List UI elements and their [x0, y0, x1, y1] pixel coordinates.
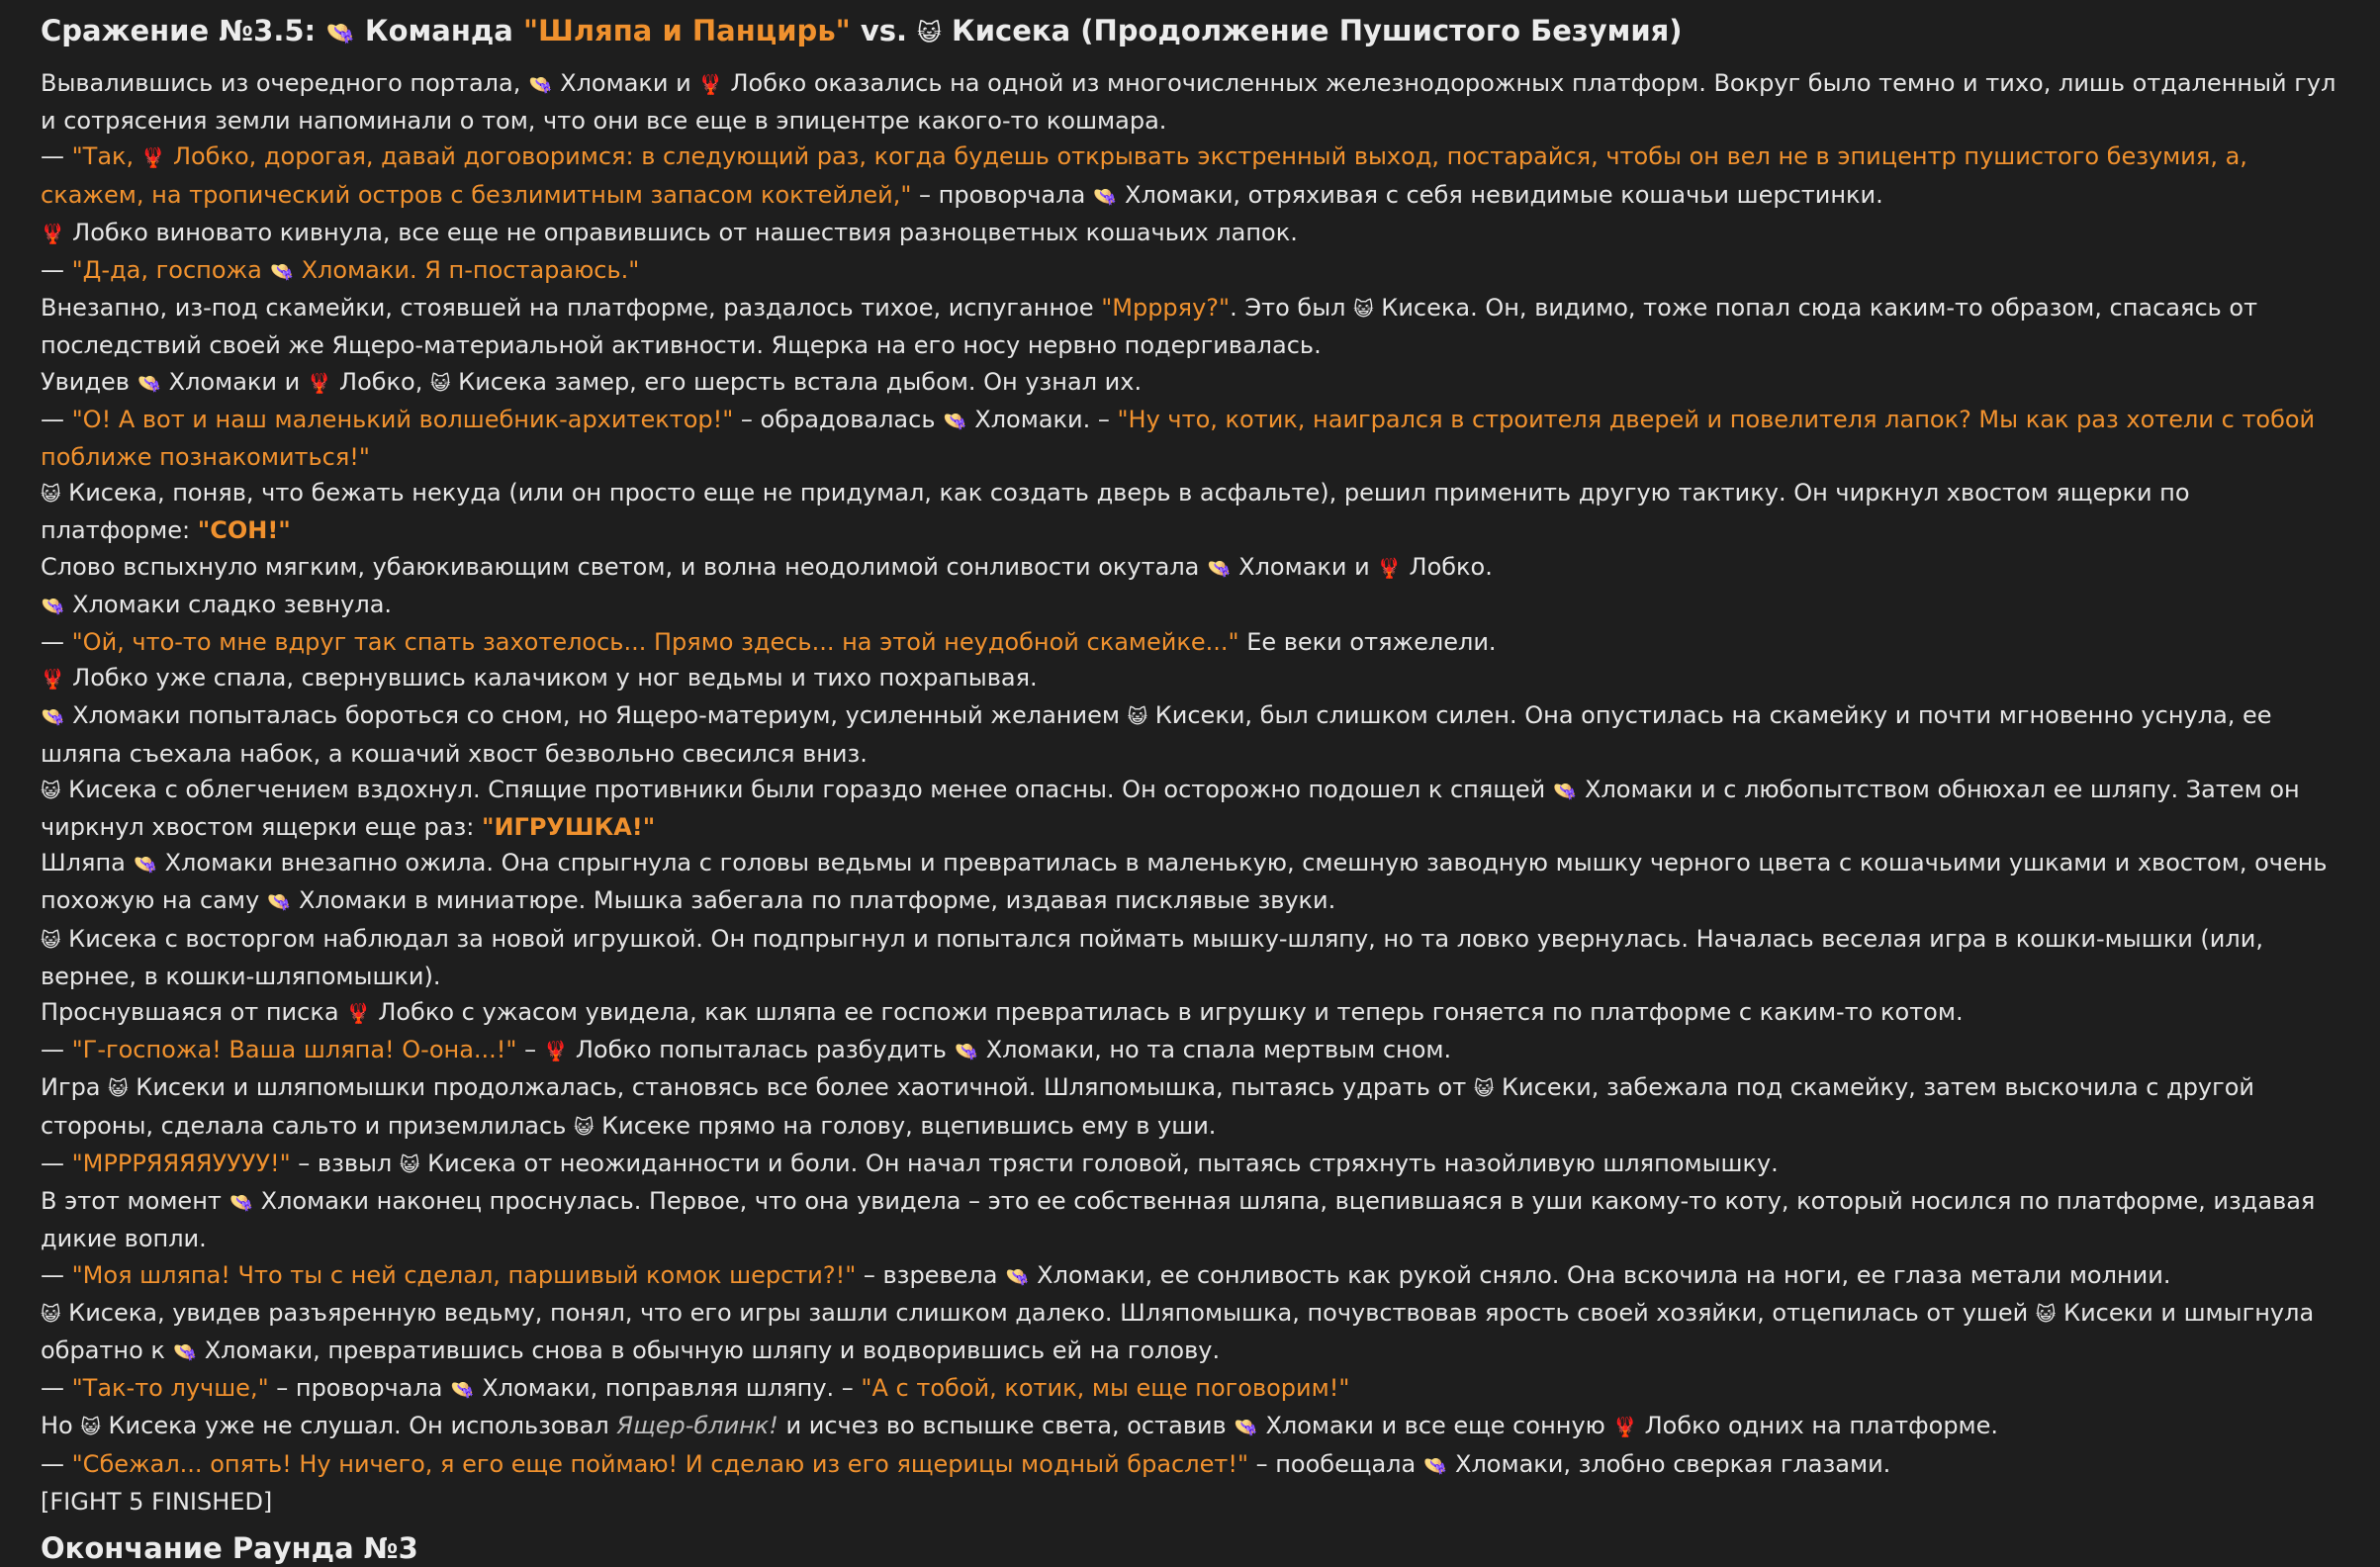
- text-run: от неожиданности и боли. Он начал трясти головой, пытаясь стряхнуть назойливую шляпомышку.: [515, 1149, 1779, 1177]
- text-run: В этот момент: [41, 1187, 229, 1216]
- name-kiseka: Кисека: [68, 479, 157, 507]
- hat-icon: 👒: [527, 73, 553, 96]
- text-run: и: [277, 367, 308, 396]
- cat-icon: 😺: [1127, 705, 1148, 729]
- story-paragraph: [41, 475, 2346, 548]
- lobster-icon: 🦞: [41, 222, 65, 245]
- name-kiseka: Кисека: [458, 367, 547, 396]
- story-paragraph: [41, 1032, 2346, 1069]
- fight-title: [41, 12, 2346, 51]
- next-section-title: Окончание Раунда №3: [41, 1530, 418, 1565]
- story-paragraph: [41, 252, 2346, 290]
- text-run: одних на платформе.: [1720, 1412, 1999, 1440]
- dash: —: [41, 628, 72, 657]
- text-run: уже не слушал. Он использовал: [197, 1412, 617, 1440]
- story-paragraph: [41, 845, 2346, 920]
- quote: "А с тобой, котик, мы еще поговорим!": [861, 1374, 1350, 1403]
- story-paragraph: [41, 1183, 2346, 1256]
- text-run: . Это был: [1230, 294, 1354, 323]
- name-hlomaki: Хломаки: [1455, 1449, 1564, 1478]
- quote: [72, 256, 640, 284]
- quote: "Ну что, котик, наигрался в строителя дверей и повелителя лапок? Мы как раз хотели с тобой поближе познакомиться!": [41, 405, 2316, 472]
- text-run: и шляпомышки продолжалась, становясь все более хаотичной. Шляпомышка, пытаясь удрать от: [226, 1073, 1474, 1102]
- name-hlomaki: Хломаки: [168, 367, 278, 396]
- text-run: , был слишком силен. Она опустилась на скамейку и почти мгновенно уснула, ее шляпа съехала набок, а кошачий хвост безвольно свесился вниз.: [41, 701, 2272, 768]
- dash: —: [41, 1260, 72, 1289]
- name-hlomaki: Хломаки: [301, 256, 410, 285]
- text-run: Шляпа: [41, 849, 134, 877]
- quote: "Моя шляпа! Что ты с ней сделал, паршивый комок шерсти?!": [71, 1260, 857, 1289]
- hat-icon: 👒: [172, 1339, 198, 1363]
- cat-icon: 😺: [41, 779, 61, 802]
- dash: —: [41, 1036, 72, 1064]
- fight-finished-marker: [41, 1484, 2346, 1520]
- text-run: – пообещала: [1247, 1449, 1423, 1478]
- story-paragraph: [41, 921, 2346, 994]
- hat-icon: 👒: [450, 1378, 475, 1402]
- text-run: и: [668, 69, 699, 97]
- text-run: с восторгом наблюдал за новой игрушкой. Он подпрыгнул и попытался поймать мышку-шляпу, но та ловко увернулась. Началась веселая игра в кошки-мышки (или, вернее, в кошки-шляпомышки).: [41, 924, 2263, 990]
- text-run: Проснувшаяся от писка: [41, 998, 347, 1027]
- text-run: и шмыгнула обратно к: [41, 1298, 2315, 1364]
- story-paragraph: [41, 1257, 2346, 1295]
- quote: "МРРРЯЯЯЯУУУУ!": [71, 1149, 291, 1177]
- dash: —: [41, 1449, 72, 1478]
- text-run: и: [1346, 552, 1378, 581]
- quote: "Сбежал... опять! Ну ничего, я его еще поймаю! И сделаю из его ящерицы модный браслет!": [71, 1449, 1248, 1478]
- quote: "О! А вот и наш маленький волшебник-архитектор!": [71, 405, 734, 433]
- hat-icon: 👒: [41, 705, 65, 729]
- story-paragraph: [41, 549, 2346, 587]
- quote-text: "Так,: [71, 142, 141, 171]
- lobster-icon: 🦞: [307, 371, 332, 395]
- text-run: , поправляя шляпу. –: [590, 1374, 862, 1403]
- dash: —: [41, 142, 72, 171]
- hat-icon: 👒: [41, 594, 65, 617]
- story-paragraph: [41, 1408, 2346, 1445]
- text-run: ,: [414, 367, 430, 396]
- hat-icon: 👒: [1207, 556, 1232, 580]
- story-text: [41, 65, 2346, 1520]
- name-hlomaki: Хломаки: [974, 405, 1083, 433]
- text-run: – взвыл: [290, 1149, 400, 1177]
- name-lobko: Лобко: [339, 367, 415, 396]
- team-label: Команда: [364, 14, 523, 47]
- text-run: с ужасом увидела, как шляпа ее госпожи превратилась в игрушку и теперь гоняется по платформе с каким-то котом.: [454, 998, 1964, 1027]
- lobster-icon: 🦞: [346, 1002, 371, 1026]
- text-run: сладко зевнула.: [180, 590, 393, 618]
- name-kiseki: Кисеки: [2063, 1298, 2153, 1327]
- hat-icon: 👒: [137, 371, 161, 395]
- text-run: уже спала, свернувшись калачиком у ног ведьмы и тихо похрапывая.: [147, 664, 1038, 692]
- text-run: – обрадовалась: [733, 405, 944, 433]
- name-lobko: Лобко: [1409, 552, 1486, 581]
- hat-icon: 👒: [1092, 184, 1118, 208]
- lobster-icon: 🦞: [41, 668, 65, 691]
- text-run: и все еще сонную: [1373, 1412, 1613, 1440]
- story-paragraph: [41, 994, 2346, 1032]
- cat-icon: 😺: [108, 1077, 129, 1101]
- lobster-icon: 🦞: [1377, 556, 1402, 580]
- name-lobko: Лобко: [378, 998, 455, 1027]
- text-run: , превратившись снова в обычную шляпу и водворившись ей на голову.: [313, 1336, 1221, 1364]
- spell-word: "СОН!": [197, 516, 291, 545]
- lobster-icon: 🦞: [140, 146, 166, 170]
- story-paragraph: [41, 402, 2346, 475]
- text-run: – проворчала: [911, 180, 1093, 209]
- name-lobko: Лобко: [575, 1036, 652, 1064]
- lobster-icon: 🦞: [543, 1040, 569, 1063]
- name-hlomaki: Хломаки: [164, 849, 273, 877]
- name-hlomaki: Хломаки: [1037, 1260, 1145, 1289]
- cat-icon: 😺: [41, 1302, 61, 1326]
- cat-icon: 😺: [80, 1416, 101, 1439]
- text-run: , поняв, что бежать некуда (или он просто еще не придумал, как создать дверь в асфальте), решил применить другую тактику. Он чиркнул хвостом ящерки по платформе:: [41, 479, 2190, 545]
- text-run: и исчез во вспышке света, оставив: [778, 1412, 1235, 1440]
- text-run: , увидев разъяренную ведьму, понял, что его игры зашли слишком далеко. Шляпомышка, почувствовав ярость своей хозяйки, отцепилась от ушей: [156, 1298, 2036, 1327]
- name-kiseka: Кисека: [68, 924, 157, 953]
- text-run: прямо на голову, вцепившись ему в уши.: [689, 1111, 1217, 1140]
- name-kiseki: Кисеки: [1154, 701, 1245, 730]
- text-run: Ее веки отяжелели.: [1238, 628, 1497, 657]
- story-paragraph: [41, 364, 2346, 402]
- cat-icon: 😺: [573, 1115, 595, 1139]
- text-run: виновато кивнула, все еще не оправившись от нашествия разноцветных кошачьих лапок.: [147, 218, 1298, 246]
- name-hlomaki: Хломаки: [260, 1187, 370, 1216]
- hat-icon: 👒: [954, 1040, 979, 1063]
- text-run: внезапно ожила. Она спрыгнула с головы ведьмы и превратилась в маленькую, смешную заводную мышку черного цвета с кошачьими ушками и хвостом, очень похожую на саму: [41, 849, 2328, 915]
- hat-icon: 👒: [1422, 1453, 1448, 1477]
- quote: "Так-то лучше,": [71, 1374, 269, 1403]
- quote-text: , дорогая, давай договоримся: в следующий раз, когда будешь открывать экстренный выход, постарайся, чтобы он вел не в эпицентр пушистого безумия, а, скажем, на тропический остров с безлимитным запасом коктейлей,": [41, 142, 2247, 209]
- hat-icon: 👒: [133, 853, 157, 876]
- name-kiseka: Кисека: [1381, 294, 1471, 323]
- text-run: Вывалившись из очередного портала,: [41, 69, 528, 97]
- hat-icon: 👒: [943, 409, 967, 432]
- spell-name: Ящер-блинк!: [616, 1412, 778, 1440]
- name-hlomaki: Хломаки: [72, 701, 181, 730]
- cat-icon: 😺: [1473, 1077, 1495, 1101]
- story-paragraph: [41, 587, 2346, 624]
- text-run: –: [516, 1036, 544, 1064]
- name-kiseka: Кисека: [427, 1149, 516, 1177]
- hat-icon: 👒: [1005, 1264, 1030, 1288]
- text-run: Игра: [41, 1073, 109, 1102]
- story-paragraph: [41, 1295, 2346, 1370]
- story-paragraph: [41, 1370, 2346, 1408]
- text-run: , злобно сверкая глазами.: [1563, 1449, 1891, 1478]
- quote: "Мррряу?": [1101, 294, 1231, 323]
- name-kiseki: Кисеки: [136, 1073, 226, 1102]
- story-paragraph: [41, 1069, 2346, 1145]
- name-hlomaki: Хломаки: [1585, 775, 1693, 803]
- hat-icon: 👒: [325, 19, 355, 46]
- fight-number: Сражение №3.5:: [41, 14, 326, 47]
- text-run: , но та спала мертвым сном.: [1094, 1036, 1452, 1064]
- cat-icon: 😺: [41, 483, 61, 507]
- vs-label: vs.: [850, 14, 918, 47]
- text-run: Но: [41, 1412, 81, 1440]
- name-kiseke: Кисеке: [601, 1111, 690, 1140]
- text-run: – взревела: [856, 1260, 1006, 1289]
- hat-icon: 👒: [269, 260, 294, 284]
- cat-icon: 😺: [2035, 1302, 2057, 1326]
- quote-text: . Я п-постараюсь.": [409, 256, 640, 285]
- story-paragraph: [41, 624, 2346, 660]
- name-hlomaki: Хломаки: [482, 1374, 591, 1403]
- text-run: попыталась бороться со сном, но Ящеро-материум, усиленный желанием: [180, 701, 1128, 730]
- name-hlomaki: Хломаки: [204, 1336, 314, 1364]
- text-run: , отряхивая с себя невидимые кошачьи шерстинки.: [1233, 180, 1883, 209]
- text-run: замер, его шерсть встала дыбом. Он узнал их.: [546, 367, 1143, 396]
- story-paragraph: [41, 697, 2346, 771]
- text-run: Слово вспыхнуло мягким, убаюкивающим светом, и волна неодолимой сонливости окутала: [41, 552, 1207, 581]
- story-paragraph: [41, 772, 2346, 845]
- name-kiseka: Кисека: [68, 775, 157, 803]
- dash: —: [41, 1374, 72, 1403]
- text-run: . –: [1082, 405, 1118, 433]
- name-hlomaki: Хломаки: [1238, 552, 1347, 581]
- cat-icon: 😺: [430, 371, 451, 395]
- text-run: и с любопытством обнюхал ее шляпу. Затем он чиркнул хвостом ящерки еще раз:: [41, 775, 2300, 842]
- story-paragraph: [41, 1446, 2346, 1484]
- quote-text: "Д-да, госпожа: [71, 256, 270, 285]
- text-run: наконец проснулась. Первое, что она увидела – это ее собственная шляпа, вцепившаяся в уши какому-то коту, который носился по платформе, издавая дикие вопли.: [41, 1187, 2316, 1253]
- name-kiseka: Кисека: [108, 1412, 198, 1440]
- story-paragraph: [41, 660, 2346, 697]
- text-run: . Он, видимо, тоже попал сюда каким-то образом, спасаясь от последствий своей же Ящеро-материальной активности. Ящерка на его носу нервно подергивалась.: [41, 294, 2258, 360]
- name-hlomaki: Хломаки: [1125, 180, 1234, 209]
- story-paragraph: [41, 215, 2346, 252]
- text-run: оказались на одной из многочисленных железнодорожных платформ. Вокруг было темно и тихо, лишь отдаленный гул и сотрясения земли напоминали о том, что они все еще в эпицентре какого-то кошмара.: [41, 69, 2336, 136]
- text-run: Внезапно, из-под скамейки, стоявшей на платформе, раздалось тихое, испуганное: [41, 294, 1102, 323]
- text-run: в миниатюре. Мышка забегала по платформе, издавая писклявые звуки.: [407, 886, 1336, 915]
- name-lobko: Лобко: [72, 664, 148, 692]
- story-paragraph: [41, 65, 2346, 138]
- lobster-icon: 🦞: [698, 73, 723, 96]
- text-run: , ее сонливость как рукой сняло. Она вскочила на ноги, ее глаза метали молнии.: [1144, 1260, 2171, 1289]
- hat-icon: 👒: [1234, 1416, 1258, 1439]
- hat-icon: 👒: [229, 1191, 253, 1215]
- quote: "Ой, что-то мне вдруг так спать захотелось... Прямо здесь... на этой неудобной скамейке...": [71, 628, 1239, 657]
- cat-icon: 😺: [1353, 298, 1374, 322]
- text-run: – проворчала: [268, 1374, 451, 1403]
- name-lobko: Лобко: [72, 218, 148, 246]
- story-paragraph: [41, 1146, 2346, 1183]
- name-kiseki: Кисеки: [1501, 1073, 1592, 1102]
- name-hlomaki: Хломаки: [298, 886, 408, 915]
- name-hlomaki: Хломаки: [985, 1036, 1095, 1064]
- text-run: .: [1485, 552, 1493, 581]
- hat-icon: 👒: [1552, 779, 1578, 802]
- spell-word: "ИГРУШКА!": [481, 813, 656, 842]
- name-hlomaki: Хломаки: [560, 69, 669, 97]
- text-run: [FIGHT 5 FINISHED]: [41, 1487, 273, 1516]
- cat-icon: 😺: [41, 928, 61, 952]
- story-paragraph: [41, 290, 2346, 363]
- text-run: Увидев: [41, 367, 137, 396]
- dash: —: [41, 1149, 72, 1177]
- text-run: , забежала под скамейку, затем выскочила с другой стороны, сделала сальто и приземлилась: [41, 1073, 2255, 1140]
- cat-icon: 😺: [917, 19, 942, 46]
- hat-icon: 👒: [266, 890, 292, 914]
- name-hlomaki: Хломаки: [1265, 1412, 1374, 1440]
- team-name: "Шляпа и Панцирь": [522, 14, 851, 47]
- text-run: с облегчением вздохнул. Спящие противники были гораздо менее опасны. Он осторожно подошел к спящей: [156, 775, 1553, 803]
- name-lobko: Лобко: [1644, 1412, 1721, 1440]
- name-lobko: Лобко: [730, 69, 807, 97]
- opponent-name: Кисека (Продолжение Пушистого Безумия): [952, 14, 1683, 47]
- cat-icon: 😺: [399, 1152, 420, 1176]
- dash: —: [41, 405, 72, 433]
- story-paragraph: [41, 138, 2346, 214]
- name-kiseka: Кисека: [68, 1298, 157, 1327]
- name-lobko: Лобко: [172, 142, 249, 171]
- dash: —: [41, 256, 72, 285]
- quote: "Г-госпожа! Ваша шляпа! О-она...!": [71, 1036, 517, 1064]
- lobster-icon: 🦞: [1612, 1416, 1637, 1439]
- name-hlomaki: Хломаки: [72, 590, 181, 618]
- text-run: попыталась разбудить: [651, 1036, 955, 1064]
